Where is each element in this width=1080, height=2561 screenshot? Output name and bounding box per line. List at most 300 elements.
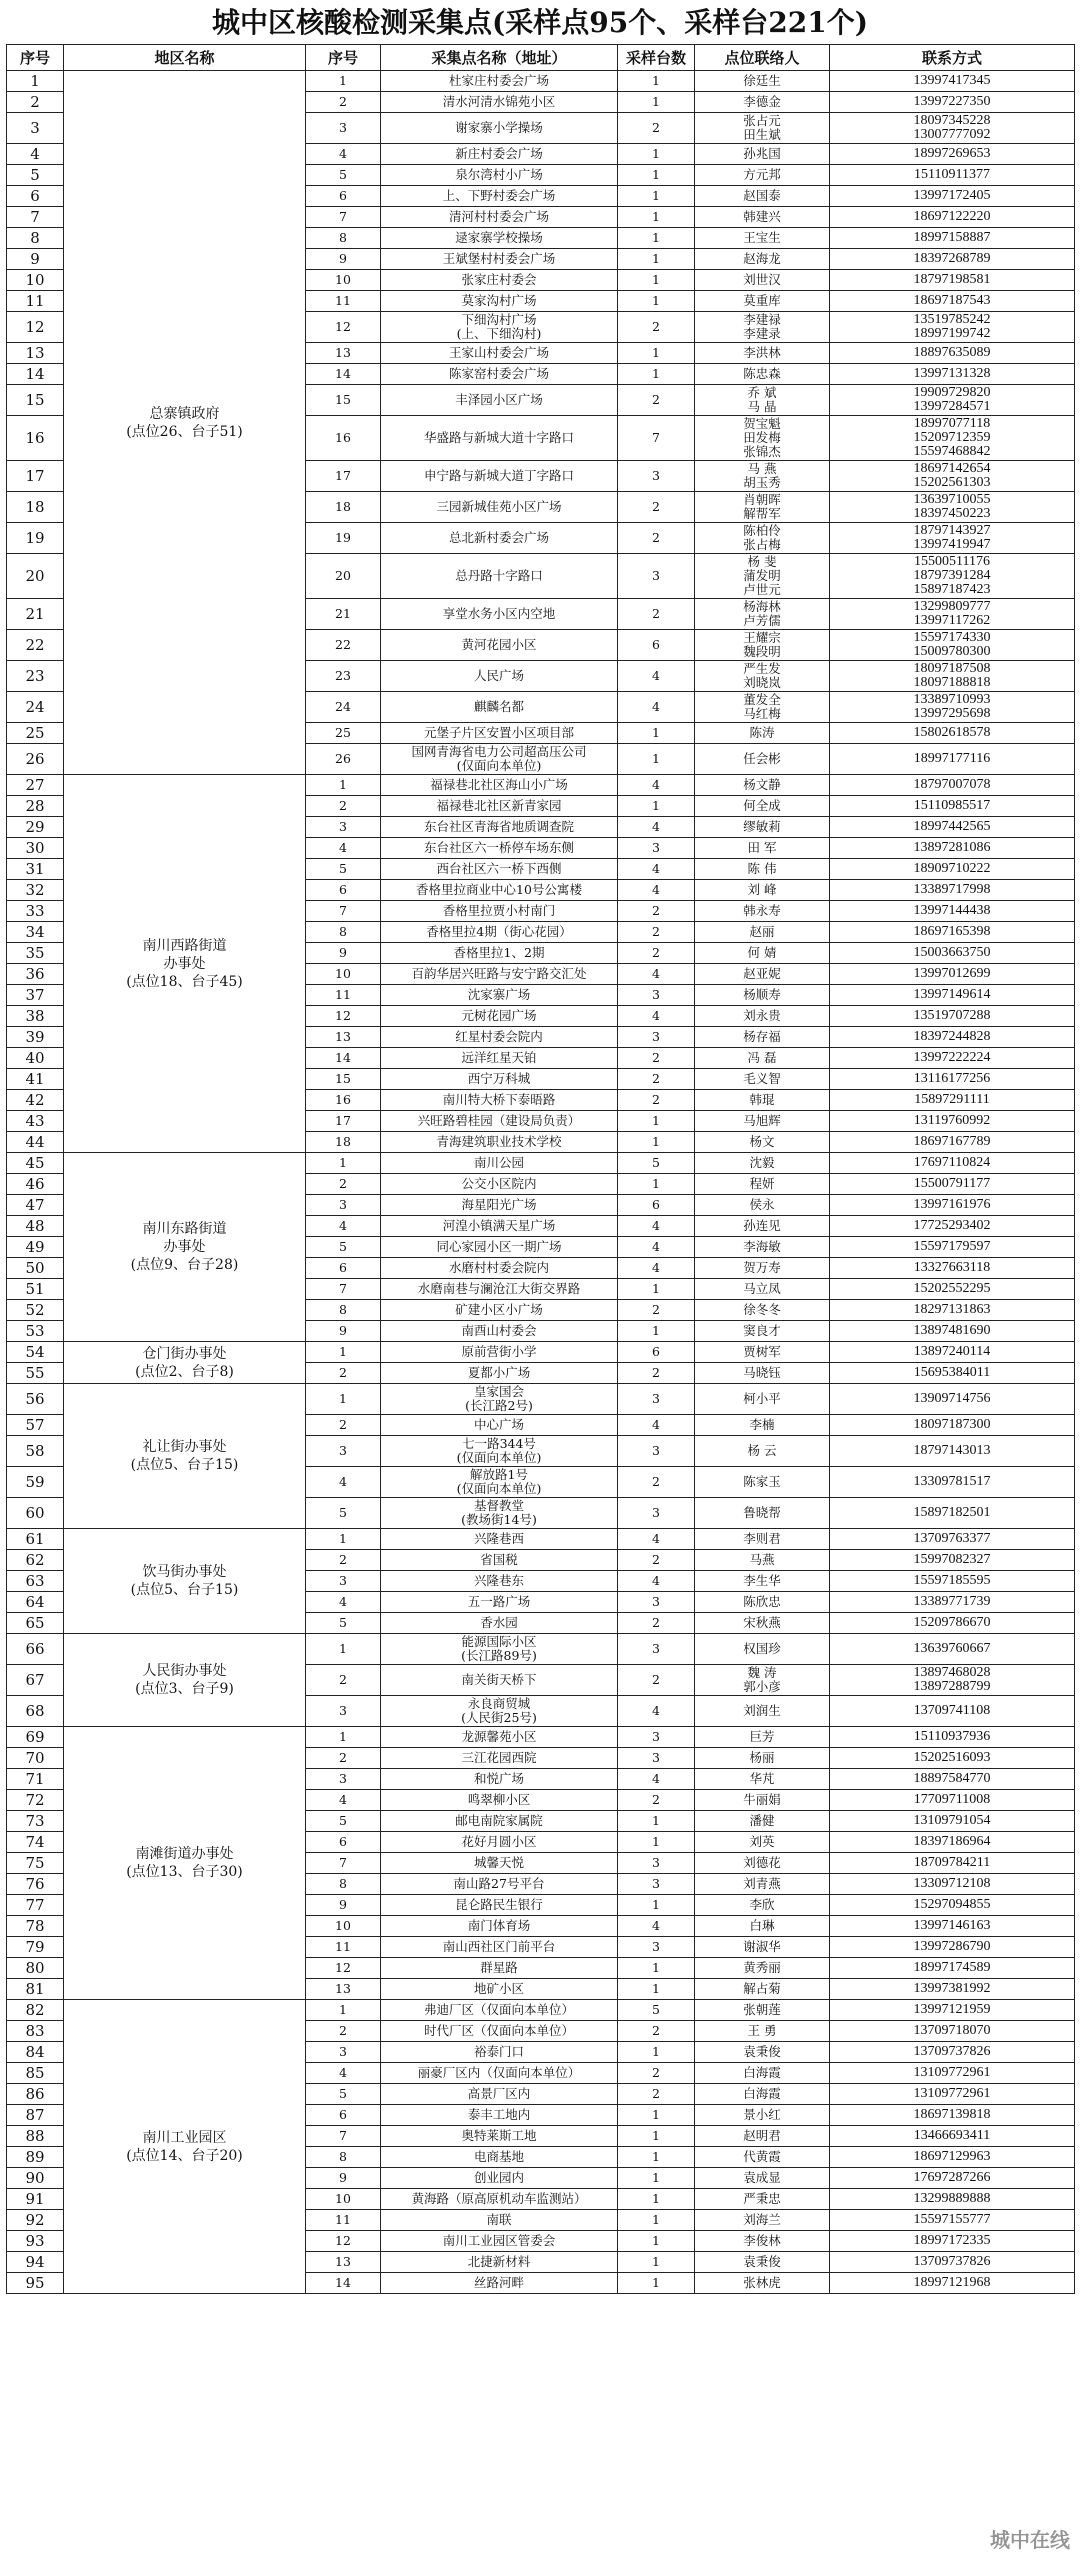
phone-cell	[830, 1916, 1075, 1937]
site-cell-line: (上、下细沟村)	[456, 326, 542, 341]
site-cell-line: (仅面向本单位)	[456, 758, 542, 773]
contact-cell	[695, 1069, 830, 1090]
idx-cell-line: 1	[339, 1155, 347, 1170]
site-cell-line: 鸣翠柳小区	[467, 1792, 531, 1807]
count-cell	[618, 1937, 695, 1958]
seq-cell	[7, 1342, 64, 1363]
idx-cell	[306, 186, 381, 207]
count-cell-line: 4	[652, 966, 660, 981]
count-cell-line: 1	[652, 2128, 660, 2143]
contact-cell	[695, 343, 830, 364]
count-cell-line: 1	[652, 2254, 660, 2269]
site-cell-line: 兴隆巷东	[473, 1573, 524, 1588]
seq-cell-line: 11	[25, 292, 45, 310]
phone-cell-line: 15897187423	[913, 582, 991, 597]
phone-cell	[830, 1415, 1075, 1436]
area-name-line: 人民街办事处	[142, 1663, 227, 1679]
site-cell	[381, 461, 618, 492]
site-cell-line: 谢家寨小学操场	[455, 120, 543, 135]
site-cell-line: 南山西社区门前平台	[442, 1939, 556, 1954]
site-cell	[381, 1571, 618, 1592]
seq-cell	[7, 113, 64, 144]
count-cell	[618, 1342, 695, 1363]
watermark: 城中在线	[990, 2528, 1070, 2552]
idx-cell-line: 2	[339, 1750, 347, 1765]
site-cell-line: 逯家寨学校操场	[455, 230, 543, 245]
phone-cell-line: 13709763377	[913, 1531, 991, 1546]
contact-cell-line: 徐冬冬	[743, 1302, 781, 1317]
count-cell-line: 4	[652, 699, 660, 714]
site-cell-line: (长江路89号)	[461, 1648, 537, 1663]
idx-cell-line: 2	[339, 94, 347, 109]
site-cell	[381, 2189, 618, 2210]
idx-cell	[306, 1195, 381, 1216]
idx-cell-line: 22	[335, 637, 351, 652]
idx-cell	[306, 2273, 381, 2294]
contact-cell-line: 柯小平	[743, 1391, 781, 1406]
idx-cell	[306, 1467, 381, 1498]
seq-cell-line: 48	[25, 1217, 45, 1235]
contact-cell-line: 巨芳	[749, 1729, 775, 1744]
site-cell-line: 南川特大桥下泰晤路	[442, 1092, 556, 1107]
seq-cell-line: 18	[25, 498, 45, 516]
seq-cell-line: 25	[25, 724, 45, 742]
site-cell-line: 五一路广场	[467, 1594, 531, 1609]
phone-cell	[830, 1342, 1075, 1363]
count-cell-line: 2	[652, 606, 660, 621]
site-cell	[381, 1027, 618, 1048]
site-cell-line: 国网青海省电力公司超高压公司	[411, 744, 587, 759]
idx-cell-line: 14	[335, 1050, 351, 1065]
seq-cell-line: 67	[25, 1671, 45, 1689]
phone-cell	[830, 1132, 1075, 1153]
phone-cell-line: 18797391284	[913, 568, 991, 583]
contact-cell	[695, 661, 830, 692]
phone-cell	[830, 71, 1075, 92]
phone-cell	[830, 1363, 1075, 1384]
site-cell-line: 西台社区六一桥下西侧	[436, 861, 562, 876]
contact-cell-line: 李欣	[749, 1897, 775, 1912]
phone-cell	[830, 1853, 1075, 1874]
contact-cell-line: 刘德花	[743, 1855, 781, 1870]
site-cell	[381, 744, 618, 775]
site-cell	[381, 2105, 618, 2126]
idx-cell	[306, 1069, 381, 1090]
idx-cell	[306, 1153, 381, 1174]
count-cell-line: 2	[652, 1302, 660, 1317]
count-cell-line: 1	[652, 2149, 660, 2164]
phone-cell-line: 18397244828	[913, 1029, 991, 1044]
count-cell-line: 1	[652, 751, 660, 766]
site-cell	[381, 1279, 618, 1300]
contact-cell	[695, 1958, 830, 1979]
phone-cell-line: 15202516093	[913, 1750, 991, 1765]
phone-cell-line: 13997417345	[913, 73, 991, 88]
count-cell-line: 1	[652, 73, 660, 88]
seq-cell-line: 94	[25, 2253, 45, 2271]
count-cell-line: 2	[652, 1474, 660, 1489]
site-cell-line: 龙源馨苑小区	[461, 1729, 537, 1744]
site-cell	[381, 880, 618, 901]
seq-cell-line: 79	[25, 1938, 45, 1956]
site-cell	[381, 838, 618, 859]
contact-cell	[695, 523, 830, 554]
site-cell	[381, 1258, 618, 1279]
seq-cell	[7, 207, 64, 228]
seq-cell-line: 50	[25, 1259, 45, 1277]
contact-cell	[695, 1174, 830, 1195]
area-cell	[64, 2000, 306, 2294]
contact-cell	[695, 186, 830, 207]
header-seq: 序号	[7, 45, 64, 71]
contact-cell-line: 潘健	[749, 1813, 775, 1828]
seq-cell-line: 51	[25, 1280, 45, 1298]
area-name-line: 总寨镇政府	[149, 405, 220, 422]
seq-cell	[7, 385, 64, 416]
contact-cell-line: 莫重库	[743, 293, 781, 308]
site-cell-line: 东台社区六一桥停车场东侧	[423, 840, 574, 855]
idx-cell-line: 5	[339, 1505, 347, 1520]
phone-cell	[830, 2231, 1075, 2252]
seq-cell	[7, 661, 64, 692]
count-cell-line: 2	[652, 2086, 660, 2101]
contact-cell-line: 张朝莲	[743, 2002, 781, 2017]
phone-cell	[830, 2042, 1075, 2063]
contact-cell-line: 魏段明	[743, 644, 781, 659]
site-cell-line: 同心家园小区一期广场	[436, 1239, 562, 1254]
seq-cell	[7, 1958, 64, 1979]
seq-cell	[7, 1613, 64, 1634]
table-header-row	[7, 45, 1075, 71]
count-cell	[618, 1874, 695, 1895]
idx-cell-line: 24	[335, 699, 351, 714]
phone-cell-line: 18697167789	[913, 1134, 991, 1149]
contact-cell-line: 张占梅	[743, 537, 781, 552]
contact-cell	[695, 165, 830, 186]
site-cell	[381, 2231, 618, 2252]
seq-cell	[7, 1592, 64, 1613]
area-name-line: (点位13、台子30)	[126, 1864, 243, 1880]
seq-cell-line: 41	[25, 1070, 45, 1088]
site-cell-line: 黄河花园小区	[461, 637, 537, 652]
site-cell-line: (仅面向本单位)	[456, 1481, 542, 1496]
idx-cell	[306, 1613, 381, 1634]
area-name-line: (点位9、台子28)	[130, 1257, 239, 1273]
count-cell	[618, 1979, 695, 2000]
contact-cell	[695, 859, 830, 880]
site-cell	[381, 343, 618, 364]
phone-cell	[830, 817, 1075, 838]
contact-cell-line: 赵亚妮	[743, 966, 781, 981]
seq-cell-line: 93	[25, 2232, 45, 2250]
phone-cell	[830, 1769, 1075, 1790]
idx-cell-line: 13	[335, 1029, 351, 1044]
contact-cell	[695, 1321, 830, 1342]
count-cell	[618, 249, 695, 270]
contact-cell-line: 谢淑华	[743, 1939, 781, 1954]
table-row	[7, 775, 1075, 796]
contact-cell-line: 韩永寿	[743, 903, 781, 918]
seq-cell	[7, 343, 64, 364]
seq-cell	[7, 1415, 64, 1436]
count-cell-line: 1	[652, 2170, 660, 2185]
count-cell-line: 1	[652, 2275, 660, 2290]
count-cell	[618, 985, 695, 1006]
header-count: 采样台数	[618, 45, 695, 71]
idx-cell	[306, 817, 381, 838]
phone-cell-line: 13897288799	[913, 1679, 991, 1694]
contact-cell	[695, 1853, 830, 1874]
contact-cell-line: 王宝生	[743, 230, 781, 245]
contact-cell	[695, 1027, 830, 1048]
seq-cell	[7, 1811, 64, 1832]
contact-cell	[695, 92, 830, 113]
seq-cell-line: 74	[25, 1833, 45, 1851]
site-cell	[381, 2210, 618, 2231]
idx-cell-line: 2	[339, 1365, 347, 1380]
phone-cell	[830, 1874, 1075, 1895]
contact-cell-line: 徐廷生	[743, 73, 781, 88]
contact-cell	[695, 1550, 830, 1571]
phone-cell-line: 13997149614	[913, 987, 991, 1002]
site-cell-line: (教场街14号)	[461, 1512, 537, 1527]
idx-cell-line: 5	[339, 1813, 347, 1828]
site-cell	[381, 1342, 618, 1363]
phone-cell	[830, 964, 1075, 985]
phone-cell	[830, 207, 1075, 228]
phone-cell-line: 13389771739	[913, 1594, 991, 1609]
contact-cell	[695, 1436, 830, 1467]
count-cell-line: 1	[652, 293, 660, 308]
seq-cell-line: 70	[25, 1749, 45, 1767]
seq-cell	[7, 249, 64, 270]
idx-cell-line: 5	[339, 861, 347, 876]
seq-cell	[7, 1153, 64, 1174]
seq-cell-line: 83	[25, 2022, 45, 2040]
contact-cell	[695, 1279, 830, 1300]
count-cell-line: 1	[652, 366, 660, 381]
contact-cell-line: 李洪林	[743, 345, 781, 360]
site-cell-line: 黄海路（原高原机动车监测站）	[411, 2191, 587, 2206]
idx-cell	[306, 1436, 381, 1467]
idx-cell-line: 8	[339, 2149, 347, 2164]
seq-cell	[7, 270, 64, 291]
site-cell-line: 香水园	[480, 1615, 518, 1630]
site-cell	[381, 1874, 618, 1895]
site-cell-line: 福禄巷北社区新青家园	[436, 798, 562, 813]
phone-cell	[830, 1384, 1075, 1415]
contact-cell	[695, 1874, 830, 1895]
seq-cell	[7, 985, 64, 1006]
phone-cell-line: 13997146163	[913, 1918, 991, 1933]
phone-cell-line: 13109772961	[913, 2065, 991, 2080]
phone-cell	[830, 554, 1075, 599]
seq-cell-line: 66	[25, 1640, 45, 1658]
seq-cell	[7, 2042, 64, 2063]
count-cell	[618, 922, 695, 943]
contact-cell	[695, 207, 830, 228]
contact-cell	[695, 880, 830, 901]
idx-cell	[306, 943, 381, 964]
site-cell	[381, 1153, 618, 1174]
contact-cell-line: 胡玉秀	[743, 475, 781, 490]
site-cell-line: 香格里拉贾小村南门	[442, 903, 556, 918]
contact-cell-line: 贺宝魁	[743, 416, 781, 431]
idx-cell-line: 6	[339, 2107, 347, 2122]
seq-cell-line: 80	[25, 1959, 45, 1977]
site-cell	[381, 1895, 618, 1916]
phone-cell-line: 13997284571	[913, 399, 991, 414]
site-cell-line: 中心广场	[473, 1417, 524, 1432]
table-row	[7, 1384, 1075, 1415]
contact-cell	[695, 1363, 830, 1384]
phone-cell-line: 13299809777	[913, 599, 991, 614]
phone-cell-line: 17697287266	[913, 2170, 991, 2185]
site-cell	[381, 1006, 618, 1027]
idx-cell-line: 4	[339, 1594, 347, 1609]
contact-cell-line: 贺万寿	[743, 1260, 781, 1275]
count-cell	[618, 165, 695, 186]
site-cell-line: 西宁万科城	[467, 1071, 531, 1086]
seq-cell	[7, 599, 64, 630]
count-cell-line: 7	[652, 430, 660, 445]
idx-cell	[306, 964, 381, 985]
phone-cell-line: 13007777092	[913, 127, 991, 142]
site-cell	[381, 796, 618, 817]
count-cell-line: 2	[652, 945, 660, 960]
count-cell-line: 1	[652, 94, 660, 109]
phone-cell	[830, 1937, 1075, 1958]
contact-cell	[695, 2084, 830, 2105]
site-cell-line: 花好月圆小区	[461, 1834, 537, 1849]
site-cell-line: 南酉山村委会	[461, 1323, 537, 1338]
count-cell-line: 2	[652, 319, 660, 334]
count-cell	[618, 1665, 695, 1696]
idx-cell	[306, 1979, 381, 2000]
count-cell	[618, 270, 695, 291]
phone-cell	[830, 1832, 1075, 1853]
count-cell	[618, 901, 695, 922]
count-cell-line: 4	[652, 1918, 660, 1933]
idx-cell	[306, 1832, 381, 1853]
seq-cell-line: 37	[25, 986, 45, 1004]
contact-cell	[695, 144, 830, 165]
phone-cell	[830, 1027, 1075, 1048]
phone-cell	[830, 523, 1075, 554]
contact-cell-line: 马立凤	[743, 1281, 781, 1296]
phone-cell-line: 13709737826	[913, 2254, 991, 2269]
seq-cell-line: 85	[25, 2064, 45, 2082]
idx-cell	[306, 723, 381, 744]
count-cell-line: 4	[652, 1417, 660, 1432]
seq-cell-line: 88	[25, 2127, 45, 2145]
idx-cell	[306, 859, 381, 880]
idx-cell-line: 12	[335, 2233, 351, 2248]
contact-cell-line: 李德金	[743, 94, 781, 109]
contact-cell	[695, 71, 830, 92]
count-cell	[618, 1415, 695, 1436]
seq-cell	[7, 1258, 64, 1279]
contact-cell-line: 白海霞	[743, 2086, 781, 2101]
site-cell-line: 沈家寨广场	[467, 987, 531, 1002]
seq-cell-line: 81	[25, 1980, 45, 1998]
site-cell	[381, 661, 618, 692]
count-cell	[618, 1384, 695, 1415]
count-cell-line: 3	[652, 1594, 660, 1609]
phone-cell	[830, 2189, 1075, 2210]
contact-cell	[695, 2042, 830, 2063]
phone-cell-line: 18709784211	[913, 1855, 991, 1870]
idx-cell-line: 1	[339, 73, 347, 88]
idx-cell-line: 20	[335, 568, 351, 583]
contact-cell-line: 冯 磊	[747, 1050, 777, 1065]
idx-cell	[306, 1958, 381, 1979]
idx-cell	[306, 1279, 381, 1300]
seq-cell	[7, 1027, 64, 1048]
count-cell	[618, 2231, 695, 2252]
site-cell-line: 时代厂区（仅面向本单位）	[423, 2023, 574, 2038]
seq-cell-line: 90	[25, 2169, 45, 2187]
idx-cell-line: 12	[335, 1008, 351, 1023]
seq-cell-line: 54	[25, 1343, 45, 1361]
phone-cell	[830, 2147, 1075, 2168]
contact-cell-line: 严生发	[743, 661, 781, 676]
phone-cell	[830, 838, 1075, 859]
contact-cell-line: 宋秋燕	[743, 1615, 781, 1630]
contact-cell-line: 赵海龙	[743, 251, 781, 266]
contact-cell	[695, 291, 830, 312]
site-cell	[381, 1958, 618, 1979]
site-cell	[381, 312, 618, 343]
contact-cell	[695, 775, 830, 796]
phone-cell-line: 18897635089	[913, 345, 991, 360]
site-cell	[381, 985, 618, 1006]
site-cell-line: 基督教堂	[473, 1498, 524, 1513]
seq-cell-line: 40	[25, 1049, 45, 1067]
count-cell	[618, 1216, 695, 1237]
idx-cell	[306, 165, 381, 186]
site-cell	[381, 249, 618, 270]
site-cell-line: 青海建筑职业技术学校	[436, 1134, 562, 1149]
contact-cell	[695, 1895, 830, 1916]
site-cell-line: 麒麟名都	[473, 699, 524, 714]
site-cell	[381, 2273, 618, 2294]
contact-cell	[695, 985, 830, 1006]
count-cell-line: 2	[652, 1071, 660, 1086]
seq-cell-line: 57	[25, 1416, 45, 1434]
phone-cell-line: 15802618578	[913, 725, 991, 740]
contact-cell-line: 魏 涛	[747, 1665, 777, 1680]
site-cell-line: 公交小区院内	[461, 1176, 537, 1191]
phone-cell-line: 15897291111	[914, 1092, 990, 1107]
phone-cell	[830, 343, 1075, 364]
contact-cell-line: 蒲发明	[743, 568, 781, 583]
count-cell	[618, 416, 695, 461]
contact-cell	[695, 1634, 830, 1665]
contact-cell	[695, 744, 830, 775]
site-cell	[381, 554, 618, 599]
site-cell-line: (仅面向本单位)	[456, 1450, 542, 1465]
idx-cell-line: 12	[335, 319, 351, 334]
phone-cell-line: 18697165398	[913, 924, 991, 939]
count-cell-line: 4	[652, 1703, 660, 1718]
seq-cell-line: 84	[25, 2043, 45, 2061]
contact-cell-line: 李建禄	[743, 312, 781, 327]
count-cell	[618, 1832, 695, 1853]
idx-cell-line: 15	[335, 392, 351, 407]
idx-cell-line: 25	[335, 725, 351, 740]
site-cell-line: 电商基地	[473, 2149, 524, 2164]
